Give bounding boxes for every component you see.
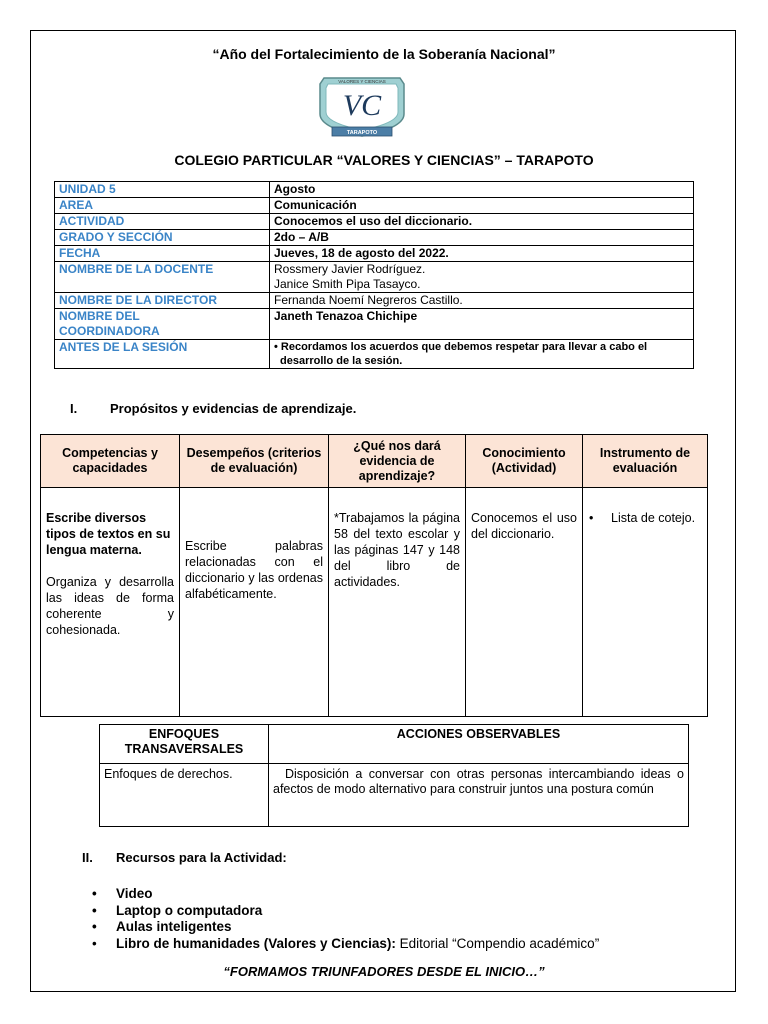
info-row-grado xyxy=(55,230,694,246)
info-row-coordinadora xyxy=(55,309,694,340)
competencies-header-row xyxy=(41,435,708,488)
coordinadora-label xyxy=(55,309,270,340)
year-title: “Año del Fortalecimiento de la Soberanía Nacional” xyxy=(212,46,556,62)
bullet-icon: • xyxy=(589,511,594,525)
docente-label: NOMBRE DE LA DOCENTE xyxy=(55,262,270,293)
coordinadora-value: Janeth Tenazoa Chichipe xyxy=(270,309,694,340)
fecha-label: FECHA xyxy=(55,246,270,262)
school-name: COLEGIO PARTICULAR “VALORES Y CIENCIAS” – TARAPOTO xyxy=(174,152,594,168)
resource-libro-editorial: Editorial “Compendio académico” xyxy=(395,935,600,951)
info-row-antes xyxy=(55,340,694,369)
docente-value xyxy=(270,262,694,293)
competencia-cell xyxy=(41,488,180,717)
instrumento-cell xyxy=(583,488,708,717)
section-2-number: II. xyxy=(82,850,93,865)
area-label: AREA xyxy=(55,198,270,214)
competencies-row xyxy=(41,488,708,717)
director-label: NOMBRE DE LA DIRECTOR xyxy=(55,293,270,309)
grado-value: 2do – A/B xyxy=(270,230,694,246)
fecha-value: Jueves, 18 de agosto del 2022. xyxy=(270,246,694,262)
desempeno-cell: Escribe palabras relacionadas con el diccionario y las ordenas alfabéticamente. xyxy=(180,488,329,717)
header-instrumento: Instrumento de evaluación xyxy=(583,435,708,488)
unidad-value: Agosto xyxy=(270,182,694,198)
docente-name-2: Janice Smith Pipa Tasayco. xyxy=(274,277,421,291)
resource-libro-title: Libro de humanidades (Valores y Ciencias): xyxy=(116,935,396,951)
director-value: Fernanda Noemí Negreros Castillo. xyxy=(270,293,694,309)
header-acciones: ACCIONES OBSERVABLES xyxy=(269,725,689,764)
info-row-docente xyxy=(55,262,694,293)
section-1-number: I. xyxy=(70,401,78,416)
logo-monogram: VC xyxy=(342,89,382,122)
section-2-heading xyxy=(82,850,287,865)
unidad-label: UNIDAD 5 xyxy=(55,182,270,198)
resource-item-libro xyxy=(92,936,599,953)
competencies-table xyxy=(40,434,708,717)
conocimiento-cell: Conocemos el uso del diccionario. xyxy=(466,488,583,717)
section-1-title: Propósitos y evidencias de aprendizaje. xyxy=(110,401,357,416)
resource-item-video: • Video xyxy=(92,886,599,903)
enfoque-cell: Enfoques de derechos. xyxy=(100,764,269,827)
info-row-actividad xyxy=(55,214,694,230)
antes-label: ANTES DE LA SESIÓN xyxy=(55,340,270,369)
docente-name-1: Rossmery Javier Rodríguez. xyxy=(274,262,426,276)
grado-label: GRADO Y SECCIÓN xyxy=(55,230,270,246)
resources-list xyxy=(92,886,599,952)
actividad-label: ACTIVIDAD xyxy=(55,214,270,230)
competencia-text: Escribe diversos tipos de textos en su lengua materna. xyxy=(46,511,171,557)
instrumento-text: Lista de cotejo. xyxy=(611,511,696,525)
school-motto: “FORMAMOS TRIUNFADORES DESDE EL INICIO…” xyxy=(223,964,545,979)
info-row-unidad xyxy=(55,182,694,198)
section-2-title: Recursos para la Actividad: xyxy=(116,850,287,865)
info-row-director xyxy=(55,293,694,309)
logo-top-text: VALORES Y CIENCIAS xyxy=(338,79,386,84)
enfoques-table xyxy=(99,724,689,827)
evidencia-cell: *Trabajamos la página 58 del texto escolar y las páginas 147 y 148 del libro de actividades. xyxy=(329,488,466,717)
enfoques-header-row xyxy=(100,725,689,764)
info-row-fecha xyxy=(55,246,694,262)
instrumento-item xyxy=(589,510,702,526)
header-enfoques: ENFOQUES TRANSAVERSALES xyxy=(100,725,269,764)
capacidad-text: Organiza y desarrolla las ideas de forma coherente y cohesionada. xyxy=(46,575,174,637)
info-row-area xyxy=(55,198,694,214)
logo-ribbon-text: TARAPOTO xyxy=(346,130,378,136)
coordinadora-label-line-1: NOMBRE DEL xyxy=(59,309,140,323)
header-competencias: Competencias y capacidades xyxy=(41,435,180,488)
header-desempenos: Desempeños (criterios de evaluación) xyxy=(180,435,329,488)
header-evidencia: ¿Qué nos dará evidencia de aprendizaje? xyxy=(329,435,466,488)
section-1-heading xyxy=(70,401,356,416)
resource-item-aulas: • Aulas inteligentes xyxy=(92,919,599,936)
header-conocimiento: Conocimiento (Actividad) xyxy=(466,435,583,488)
coordinadora-label-line-2: COORDINADORA xyxy=(59,324,160,338)
resource-item-laptop: • Laptop o computadora xyxy=(92,903,599,920)
enfoques-row xyxy=(100,764,689,827)
area-value: Comunicación xyxy=(270,198,694,214)
accion-cell: Disposición a conversar con otras personas intercambiando ideas o afectos de modo alternativo para construir juntos una postura común xyxy=(269,764,689,827)
actividad-value: Conocemos el uso del diccionario. xyxy=(270,214,694,230)
antes-value: • Recordamos los acuerdos que debemos respetar para llevar a cabo el desarrollo de la sesión. xyxy=(270,340,694,369)
school-logo xyxy=(314,70,410,142)
session-info-table xyxy=(54,181,694,369)
